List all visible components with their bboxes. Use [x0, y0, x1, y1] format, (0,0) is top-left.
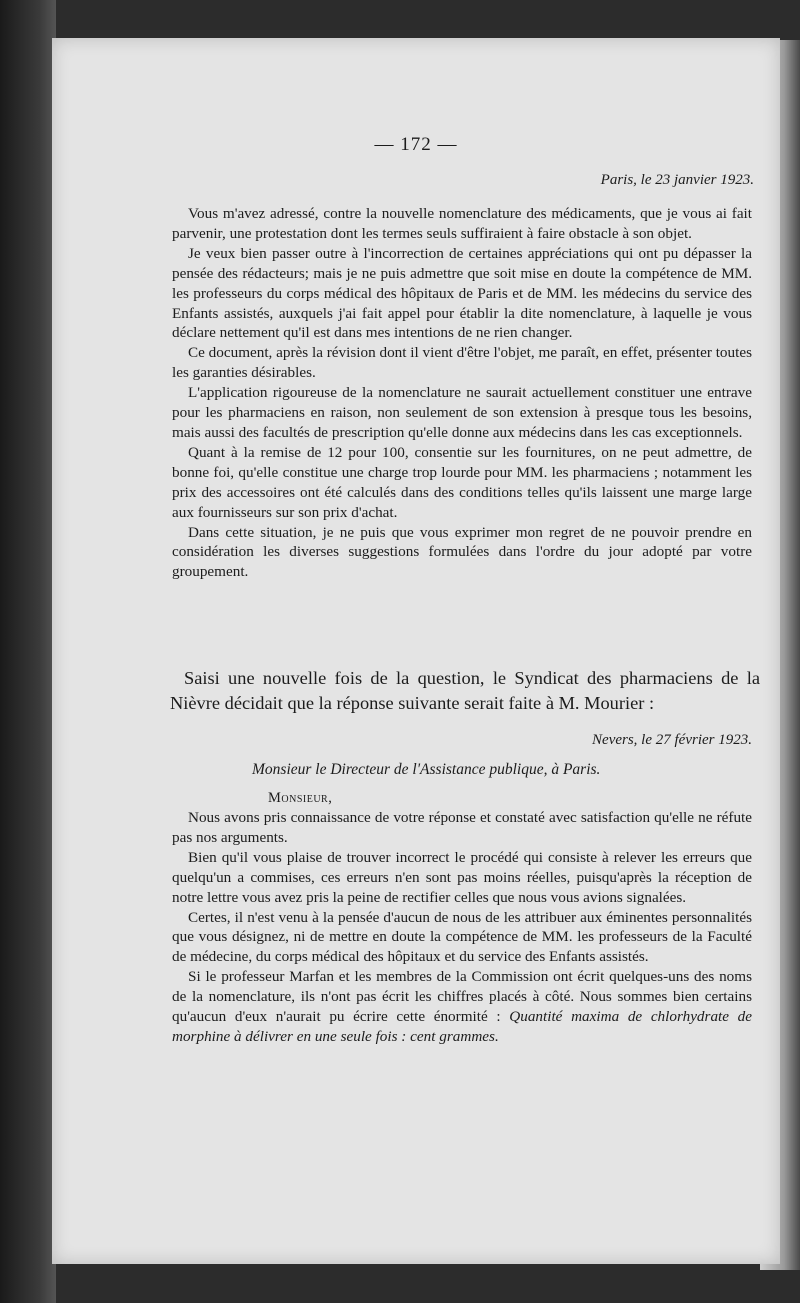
letter2-paragraph-with-quote: [172, 967, 752, 1047]
document-page: [52, 38, 780, 1264]
page-number: — 172 —: [374, 134, 458, 155]
letter2-paragraph: Nous avons pris connaissance de votre réponse et constaté avec satisfaction qu'elle ne réfute pas nos arguments.: [172, 809, 752, 846]
letter2-addressee: Monsieur le Directeur de l'Assistance publique, à Paris.: [252, 761, 601, 778]
letter2-paragraph: Bien qu'il vous plaise de trouver incorrect le procédé qui consiste à relever les erreurs que quelqu'un a commises, ces erreurs n'en sont pas moins réelles, puisqu'après la réception de notre lettre vous avez pris la peine de rectifier celles que nous vous avions signalées.: [172, 848, 752, 906]
letter2-paragraph: Certes, il n'est venu à la pensée d'aucun de nous de les attribuer aux éminentes personnalités que vous désignez, ni de mettre en doute la compétence de MM. les professeurs de la Faculté de médecine, du corps médical des hôpitaux et du service des Enfants assistés.: [172, 908, 752, 966]
letter2-paragraph: Si le professeur Marfan et les membres de la Commission ont écrit quelques-uns des noms de la nomenclature, ils n'ont pas écrit les chiffres placés à côté. Nous sommes bien certains qu'aucun d'eux n'aurait pu écrire cette énormité :: [172, 968, 752, 1026]
letter1-body: [172, 204, 752, 582]
scan-background: [0, 0, 56, 1303]
letter1-paragraph: Dans cette situation, je ne puis que vous exprimer mon regret de ne pouvoir prendre en considération les diverses suggestions formulées dans l'ordre du jour adopté par votre groupement.: [172, 523, 752, 581]
letter1-dateline: Paris, le 23 janvier 1923.: [600, 172, 754, 188]
letter2-quote: Quantité maxima de chlorhydrate de morphine à délivrer en une seule fois : cent grammes.: [172, 1008, 752, 1045]
letter2-dateline: Nevers, le 27 février 1923.: [592, 732, 752, 748]
letter1-paragraph: Quant à la remise de 12 pour 100, consentie sur les fournitures, on ne peut admettre, de bonne foi, qu'elle constitue une charge trop lourde pour MM. les pharmaciens ; notamment les prix des accessoires ont été calculés dans des conditions telles qu'ils laissent une marge large aux fournisseurs sur son prix d'achat.: [172, 443, 752, 521]
letter1-paragraph: Ce document, après la révision dont il vient d'être l'objet, me paraît, en effet, présenter toutes les garanties désirables.: [172, 344, 752, 382]
letter2-body: [172, 808, 752, 1047]
letter1-paragraph: Je veux bien passer outre à l'incorrection de certaines appréciations qui ont pu dépasser la pensée des rédacteurs; mais je ne puis admettre que soit mise en doute la compétence de MM. les professeurs du corps médical des hôpitaux de Paris et de MM. les médecins du service des Enfants assistés, auxquels j'ai fait appel pour établir la dite nomenclature, à laquelle je vous déclare nettement qu'il est dans mes intentions de ne rien changer.: [172, 244, 752, 342]
letter2-salutation: Monsieur,: [268, 790, 333, 806]
letter1-paragraph: L'application rigoureuse de la nomenclature ne saurait actuellement constituer une entrave pour les pharmaciens en raison, non seulement de son extension à presque tous les besoins, mais aussi des facultés de prescription qu'elle donne aux médecins dans les cas exceptionnels.: [172, 384, 752, 441]
narration-paragraph: Saisi une nouvelle fois de la question, le Syndicat des pharmaciens de la Nièvre décidait que la réponse suivante serait faite à M. Mourier :: [170, 668, 760, 713]
letter1-paragraph: Vous m'avez adressé, contre la nouvelle nomenclature des médicaments, que je vous ai fait parvenir, une protestation dont les termes seuls suffiraient à faire obstacle à son objet.: [172, 205, 752, 242]
